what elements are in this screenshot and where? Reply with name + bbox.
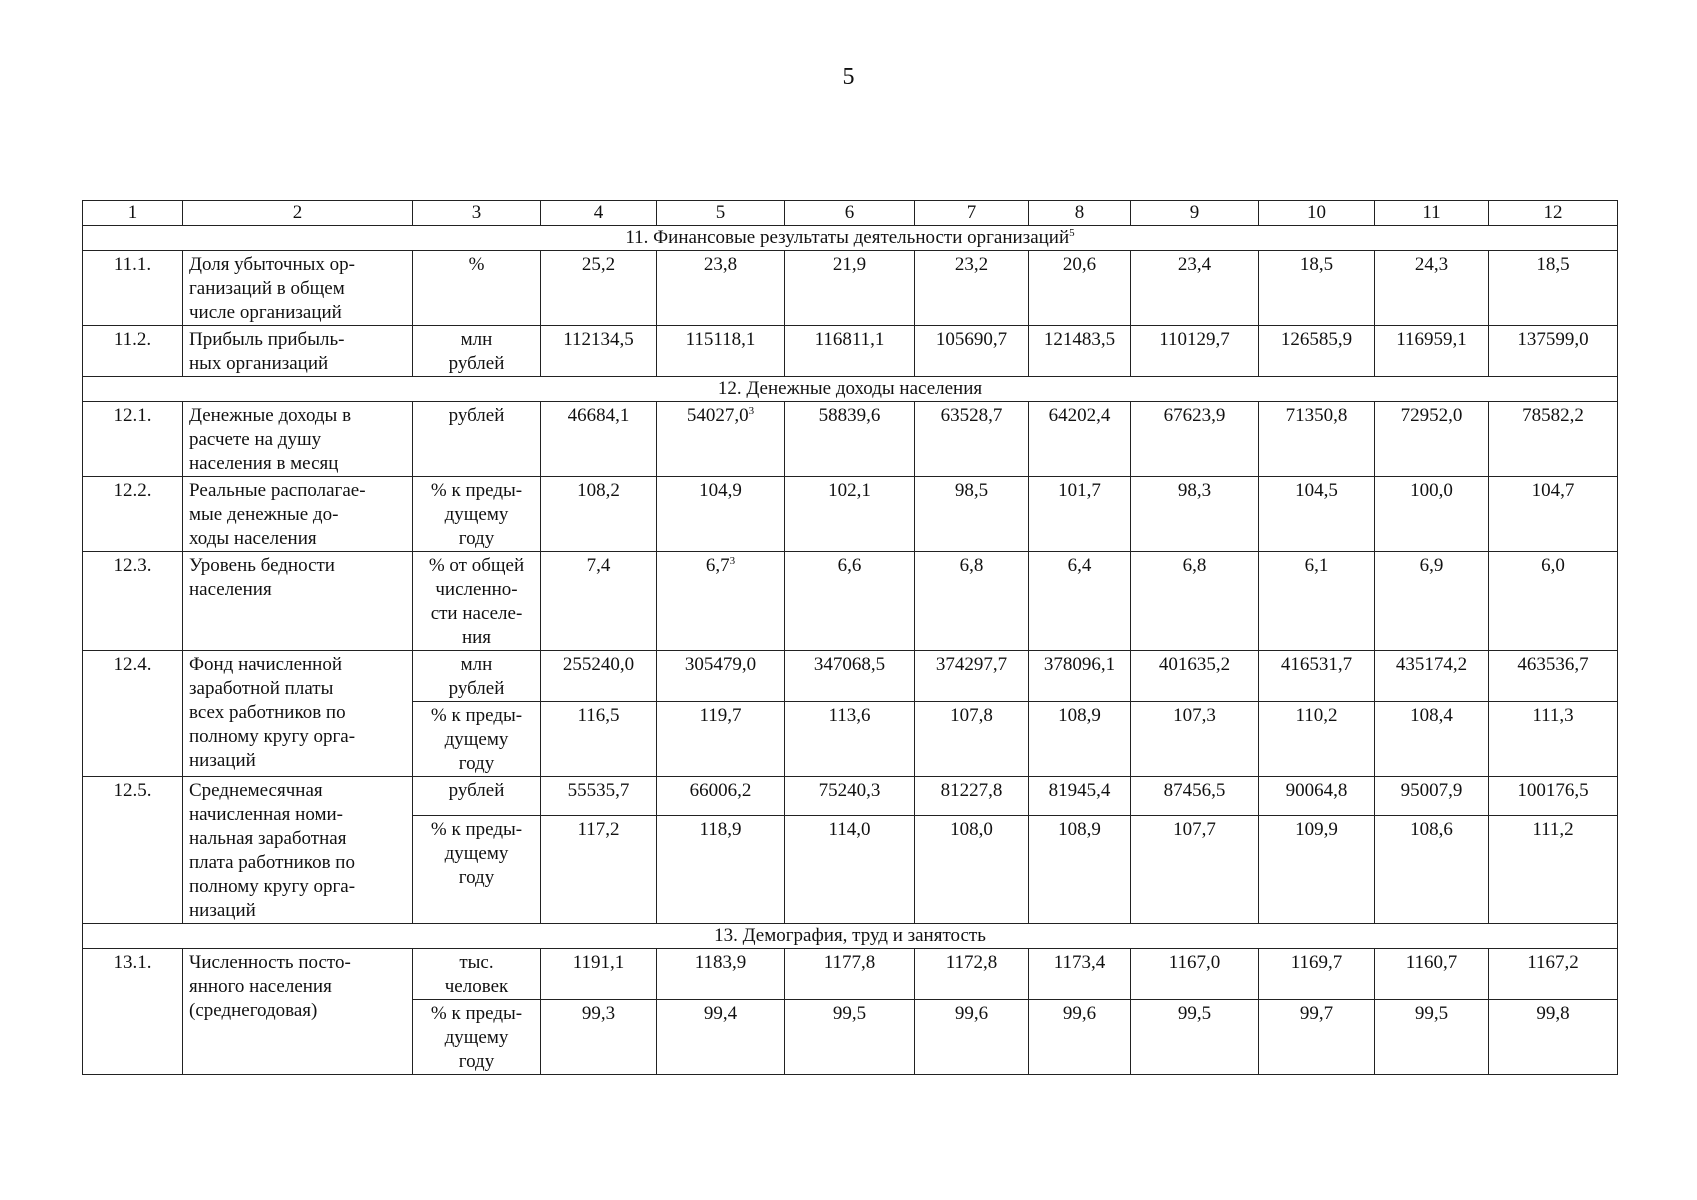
value-cell: 108,2 [541,477,657,552]
value-cell: 95007,9 [1375,777,1489,816]
value-cell: 108,6 [1375,815,1489,923]
value-cell: 25,2 [541,251,657,326]
value-cell: 6,6 [785,552,915,651]
section-title-text: 13. Демография, труд и занятость [714,925,986,946]
value-cell: 81945,4 [1029,777,1131,816]
section-title-row [83,226,1618,251]
value-cell: 6,0 [1489,552,1618,651]
value-cell: 23,4 [1131,251,1259,326]
value-cell: 75240,3 [785,777,915,816]
value-cell: 107,8 [915,702,1029,777]
value-cell: 105690,7 [915,326,1029,377]
value-cell: 98,5 [915,477,1029,552]
row-number: 12.2. [83,477,183,552]
unit-of-measure: млн рублей [413,651,541,702]
value-cell: 99,5 [1131,1000,1259,1075]
value-cell: 112134,5 [541,326,657,377]
value-cell: 101,7 [1029,477,1131,552]
column-number-cell: 4 [541,201,657,226]
value-cell: 6,8 [915,552,1029,651]
value-cell: 1169,7 [1259,949,1375,1000]
value-cell: 99,3 [541,1000,657,1075]
value-cell: 78582,2 [1489,402,1618,477]
value-cell: 58839,6 [785,402,915,477]
value-cell: 104,9 [657,477,785,552]
column-number-cell: 6 [785,201,915,226]
value-cell: 119,7 [657,702,785,777]
value-cell: 401635,2 [1131,651,1259,702]
value-cell: 46684,1 [541,402,657,477]
value-cell: 100176,5 [1489,777,1618,816]
row-number: 12.5. [83,777,183,924]
section-title [83,226,1618,251]
value-cell: 23,8 [657,251,785,326]
column-number-cell: 2 [183,201,413,226]
value-cell: 99,4 [657,1000,785,1075]
value-cell: 1191,1 [541,949,657,1000]
value-cell: 18,5 [1489,251,1618,326]
unit-of-measure: % к преды- дущему году [413,815,541,923]
value-cell: 1177,8 [785,949,915,1000]
value-cell: 71350,8 [1259,402,1375,477]
row-number: 12.4. [83,651,183,777]
unit-of-measure: рублей [413,402,541,477]
section-title-text: 12. Денежные доходы населения [717,378,983,399]
value-cell: 81227,8 [915,777,1029,816]
value-cell: 99,8 [1489,1000,1618,1075]
table-row [83,251,1618,326]
value-cell: 463536,7 [1489,651,1618,702]
unit-of-measure: рублей [413,777,541,816]
value-cell: 305479,0 [657,651,785,702]
row-number: 12.1. [83,402,183,477]
indicator-name: Денежные доходы в расчете на душу населения в месяц [183,402,413,477]
value-cell: 416531,7 [1259,651,1375,702]
column-number-cell: 3 [413,201,541,226]
section-title-row [83,924,1618,949]
value-cell: 99,7 [1259,1000,1375,1075]
table-row [83,949,1618,1000]
value-cell: 108,9 [1029,702,1131,777]
column-number-cell: 11 [1375,201,1489,226]
footnote-marker: 5 [1069,227,1075,239]
value-cell: 21,9 [785,251,915,326]
page-number: 5 [842,64,855,90]
value-cell: 18,5 [1259,251,1375,326]
value-cell: 72952,0 [1375,402,1489,477]
value-cell: 374297,7 [915,651,1029,702]
unit-of-measure: % от общей численно- сти населе- ния [413,552,541,651]
value-cell: 435174,2 [1375,651,1489,702]
value-cell: 126585,9 [1259,326,1375,377]
value-cell: 99,5 [785,1000,915,1075]
value-cell: 255240,0 [541,651,657,702]
value-cell: 115118,1 [657,326,785,377]
table-row [83,477,1618,552]
value-cell: 90064,8 [1259,777,1375,816]
value-cell: 1183,9 [657,949,785,1000]
value-cell: 7,4 [541,552,657,651]
value-cell: 64202,4 [1029,402,1131,477]
value-cell: 116,5 [541,702,657,777]
value-cell: 6,1 [1259,552,1375,651]
section-title [83,924,1618,949]
table-row [83,777,1618,816]
value-cell: 111,2 [1489,815,1618,923]
value-cell: 99,6 [915,1000,1029,1075]
table-row [83,651,1618,702]
value-cell: 1160,7 [1375,949,1489,1000]
row-number: 11.2. [83,326,183,377]
value-cell: 109,9 [1259,815,1375,923]
indicator-name: Доля убыточных ор- ганизаций в общем числе организаций [183,251,413,326]
value-cell: 378096,1 [1029,651,1131,702]
row-number: 13.1. [83,949,183,1075]
value-cell: 107,3 [1131,702,1259,777]
value-cell: 116811,1 [785,326,915,377]
value-cell: 63528,7 [915,402,1029,477]
value-cell: 137599,0 [1489,326,1618,377]
row-number: 12.3. [83,552,183,651]
value-cell: 20,6 [1029,251,1131,326]
value-cell: $6,7^3$ [657,552,785,651]
column-number-cell: 7 [915,201,1029,226]
indicator-name: Фонд начисленной заработной платы всех работников по полному кругу орга- низаций [183,651,413,777]
unit-of-measure: % к преды- дущему году [413,702,541,777]
value-cell: 347068,5 [785,651,915,702]
column-number-cell: 12 [1489,201,1618,226]
unit-of-measure: % [413,251,541,326]
table-row [83,552,1618,651]
value-cell: 108,4 [1375,702,1489,777]
value-cell: 6,9 [1375,552,1489,651]
unit-of-measure: млн рублей [413,326,541,377]
indicator-name: Численность посто- янного населения (среднегодовая) [183,949,413,1075]
value-cell: 111,3 [1489,702,1618,777]
value-cell: 108,9 [1029,815,1131,923]
column-number-cell: 8 [1029,201,1131,226]
indicator-name: Уровень бедности населения [183,552,413,651]
value-cell: 54027,0$^3$ [657,402,785,477]
section-title-text: 11. Финансовые результаты деятельности организаций [625,227,1070,248]
value-cell: 117,2 [541,815,657,923]
value-cell: 1173,4 [1029,949,1131,1000]
value-cell: 1172,8 [915,949,1029,1000]
table-body [83,201,1618,1075]
value-cell: 102,1 [785,477,915,552]
value-cell: 116959,1 [1375,326,1489,377]
table-row [83,402,1618,477]
unit-of-measure: % к преды- дущему году [413,1000,541,1075]
unit-of-measure: тыс. человек [413,949,541,1000]
value-cell: 24,3 [1375,251,1489,326]
value-cell: 107,7 [1131,815,1259,923]
value-cell: 110,2 [1259,702,1375,777]
section-title-row [83,377,1618,402]
value-cell: 110129,7 [1131,326,1259,377]
statistics-table [82,200,1618,1075]
value-cell: 6,4 [1029,552,1131,651]
value-cell: 100,0 [1375,477,1489,552]
indicator-name: Реальные располагае- мые денежные до- ходы населения [183,477,413,552]
table-row [83,326,1618,377]
value-cell: 87456,5 [1131,777,1259,816]
value-cell: 104,5 [1259,477,1375,552]
value-cell: 108,0 [915,815,1029,923]
row-number: 11.1. [83,251,183,326]
value-cell: 99,6 [1029,1000,1131,1075]
value-cell: 114,0 [785,815,915,923]
column-number-row [83,201,1618,226]
column-number-cell: 9 [1131,201,1259,226]
value-cell: 118,9 [657,815,785,923]
column-number-cell: 1 [83,201,183,226]
indicator-name: Прибыль прибыль- ных организаций [183,326,413,377]
unit-of-measure: % к преды- дущему году [413,477,541,552]
value-cell: 66006,2 [657,777,785,816]
value-cell: 1167,0 [1131,949,1259,1000]
value-cell: 104,7 [1489,477,1618,552]
value-cell: 1167,2 [1489,949,1618,1000]
column-number-cell: 10 [1259,201,1375,226]
section-title [83,377,1618,402]
value-cell: 23,2 [915,251,1029,326]
value-cell: 99,5 [1375,1000,1489,1075]
indicator-name: Среднемесячная начисленная номи- нальная заработная плата работников по полному кругу орга- низаций [183,777,413,924]
value-cell: 67623,9 [1131,402,1259,477]
column-number-cell: 5 [657,201,785,226]
value-cell: 121483,5 [1029,326,1131,377]
value-cell: 55535,7 [541,777,657,816]
value-cell: 6,8 [1131,552,1259,651]
value-cell: 113,6 [785,702,915,777]
value-cell: 98,3 [1131,477,1259,552]
